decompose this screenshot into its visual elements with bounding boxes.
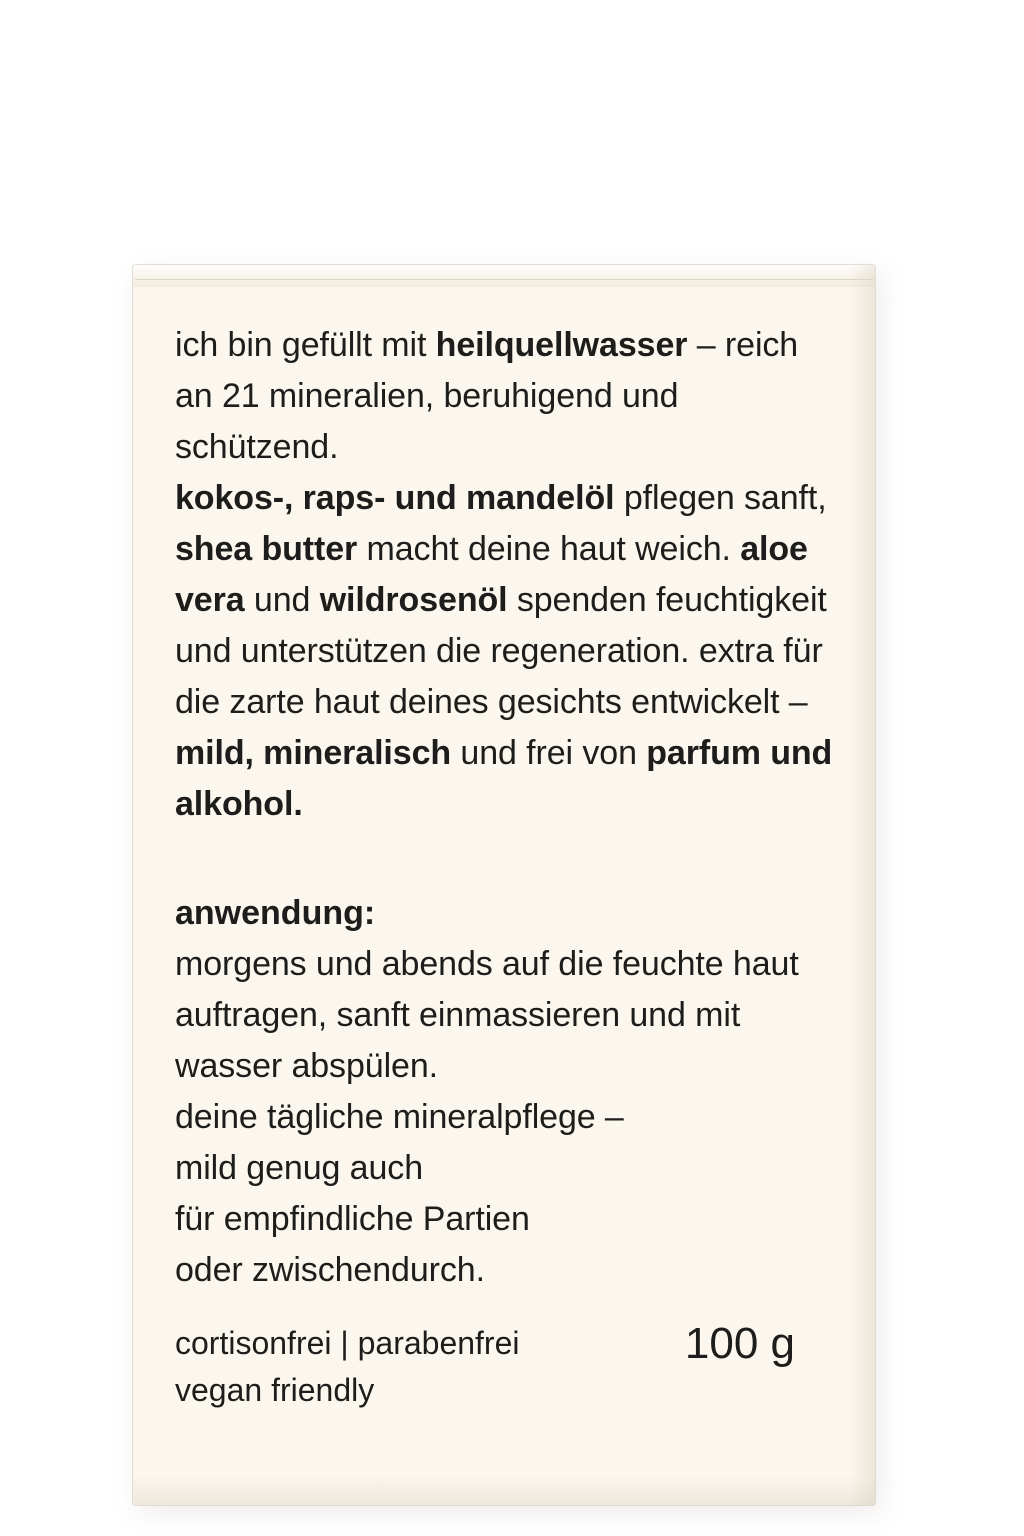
label-content xyxy=(175,320,843,1296)
usage-instructions: morgens und abends auf die feuchte haut auftragen, sanft einmassieren und mit wasser abspülen. deine tägliche mineralpflege – mild genug auch für empfindliche Partien oder zwischendurch. xyxy=(175,945,799,1289)
product-box xyxy=(133,265,875,1505)
usage-heading: anwendung: xyxy=(175,894,376,932)
usage-block xyxy=(175,888,843,1296)
net-weight: 100 g xyxy=(684,1319,795,1368)
box-top-edge xyxy=(133,265,875,287)
box-bottom-shading xyxy=(133,1475,875,1505)
label-footer xyxy=(175,1320,833,1414)
box-side-shading xyxy=(849,265,875,1505)
ingredients-description: ich bin gefüllt mit heilquellwasser – reich an 21 mineralien, beruhigend und schützend. kokos-, raps- und mandelöl pflegen sanft, shea butter macht deine haut weich. aloe vera und wildrosenöl spenden feuchtigkeit und unterstützen die regeneration. extra für die zarte haut deines gesichts entwickelt – mild, mineralisch und frei von parfum und alkohol. xyxy=(175,326,833,823)
product-claims: cortisonfrei | parabenfrei vegan friendly xyxy=(175,1325,520,1408)
